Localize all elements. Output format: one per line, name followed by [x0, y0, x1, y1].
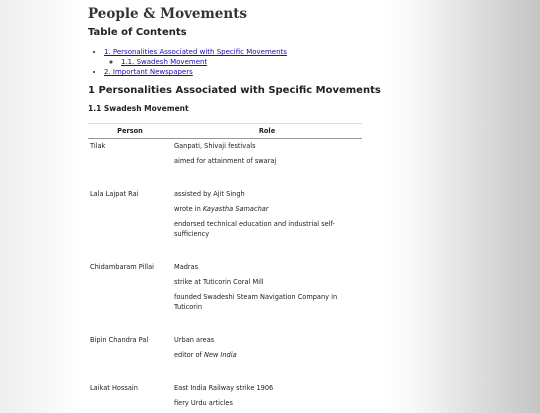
table-body — [88, 139, 362, 413]
role-item — [174, 350, 360, 360]
role-item: Urban areas — [174, 335, 360, 345]
role-cell — [172, 381, 362, 413]
person-cell: Tilak — [88, 139, 172, 172]
row-spacer — [88, 171, 362, 187]
column-header-role: Role — [172, 124, 362, 139]
person-cell: Laikat Hossain — [88, 381, 172, 413]
table-row — [88, 260, 362, 317]
toc-item — [104, 47, 287, 67]
person-cell: Chidambaram Pillai — [88, 260, 172, 317]
role-item: endorsed technical education and industrial self-sufficiency — [174, 219, 360, 239]
site-title: People & Movements — [88, 6, 247, 22]
role-item: assisted by Ajit Singh — [174, 189, 360, 199]
role-item: fiery Urdu articles — [174, 398, 360, 408]
section-heading: 1 Personalities Associated with Specific Movements — [88, 85, 381, 96]
toc-subitem — [121, 57, 287, 67]
toc-link-swadesh[interactable]: 1.1. Swadesh Movement — [121, 58, 207, 66]
role-text: wrote in — [174, 205, 203, 213]
publication-title: New India — [204, 351, 237, 359]
role-item: Ganpati, Shivaji festivals — [174, 141, 360, 151]
table-row — [88, 333, 362, 365]
row-spacer — [88, 244, 362, 260]
row-spacer — [88, 317, 362, 333]
role-text: editor of — [174, 351, 204, 359]
column-header-person: Person — [88, 124, 172, 139]
person-cell: Lala Lajpat Rai — [88, 187, 172, 244]
toc-sublist — [104, 57, 287, 67]
toc-item — [104, 67, 287, 77]
toc-heading: Table of Contents — [88, 27, 187, 38]
spacer-cell — [88, 244, 362, 260]
role-cell — [172, 139, 362, 172]
role-item: East India Railway strike 1906 — [174, 383, 360, 393]
people-table — [88, 123, 362, 413]
toc-link-newspapers[interactable]: 2. Important Newspapers — [104, 68, 193, 76]
role-item: Madras — [174, 262, 360, 272]
subsection-heading: 1.1 Swadesh Movement — [88, 104, 189, 113]
table-row — [88, 139, 362, 172]
role-item: founded Swadeshi Steam Navigation Company in Tuticorin — [174, 292, 360, 312]
table-row — [88, 381, 362, 413]
table-of-contents — [88, 47, 287, 77]
spacer-cell — [88, 365, 362, 381]
role-item — [174, 204, 360, 214]
spacer-cell — [88, 317, 362, 333]
table-row — [88, 187, 362, 244]
toc-link-personalities[interactable]: 1. Personalities Associated with Specific Movements — [104, 48, 287, 56]
role-cell — [172, 333, 362, 365]
table-header-row — [88, 124, 362, 139]
role-item: aimed for attainment of swaraj — [174, 156, 360, 166]
role-item: strike at Tuticorin Coral Mill — [174, 277, 360, 287]
role-cell — [172, 260, 362, 317]
role-cell — [172, 187, 362, 244]
publication-title: Kayastha Samachar — [203, 205, 269, 213]
row-spacer — [88, 365, 362, 381]
person-cell: Bipin Chandra Pal — [88, 333, 172, 365]
spacer-cell — [88, 171, 362, 187]
